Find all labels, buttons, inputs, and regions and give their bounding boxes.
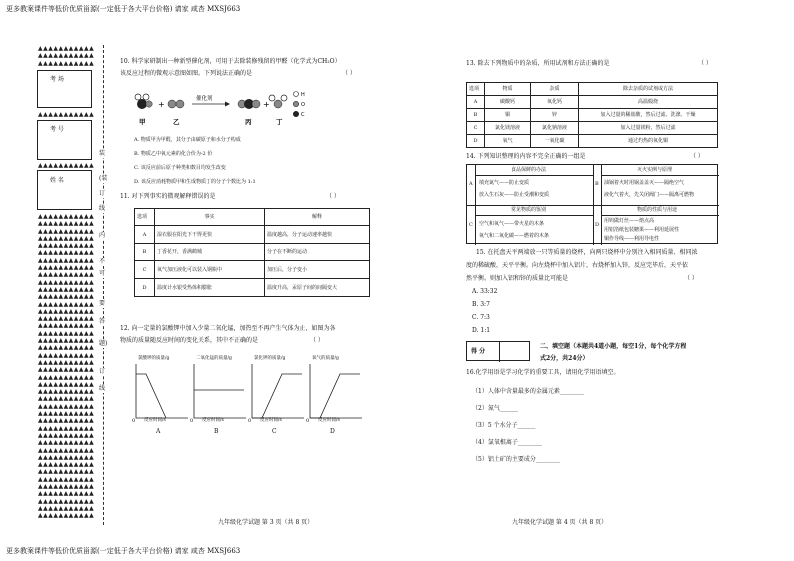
triangle-row: ▲▲▲▲▲▲▲▲▲▲▲ [38,498,95,505]
q14-d-title: 物质的性质与用途 [637,207,678,213]
binding-strip [0,0,110,561]
q10-option-d: D. 该反应消耗物质甲和生成物质丁的分子个数比为 1:1 [134,179,256,185]
q11-stem: 11. 对下列事实的微观解释错误的是 [120,193,216,200]
graph-xlabel: 反应时间/s [260,418,282,423]
svg-text:+: + [158,100,165,109]
q10-answer-paren[interactable]: （ ） [342,70,356,77]
q14-a-line-2: 放入生石灰——防止受潮和变质 [479,192,550,198]
name-field[interactable] [37,170,92,210]
triangle-row: ▲▲▲▲▲▲▲▲▲▲▲ [38,418,95,425]
q15-line-1: 15. 在托盘天平两端放一只等质量的烧杯，向两只烧杯中分别注入相同质量、相同浓 [476,249,698,256]
section-2-title-2: 式2分，共24分） [540,355,589,362]
q10-stem-2: 该反应过程的微观示意图如图。下列说法正确的是 [120,70,253,77]
triangle-row: ▲▲▲▲▲▲▲▲▲▲▲ [38,505,95,512]
binding-char: 题) [99,340,108,347]
q13-stem: 13. 除去下列物质中的杂质，所用试剂和方法正确的是 [466,60,610,67]
q12-answer-paren[interactable]: （ ） [310,337,324,344]
q13-row-d-method: 通过灼热的氧化铜 [579,135,718,148]
q12-graph-c [248,356,306,440]
molecule-ding [269,95,287,108]
q13-header-substance: 物质 [485,83,531,96]
header-text: 更多教案课件等低价优质甾源(一定低于各大平台价格) 请家 咸杏 MXSJ663 [6,5,241,13]
page-3-footer: 九年级化学试题 第 3 页（共 8 页） [218,519,314,526]
q14-letter-c: C [469,222,473,228]
graph-origin: 0 [248,418,252,424]
triangle-row: ▲▲▲▲▲▲▲▲▲▲▲ [38,294,95,301]
q14-b-line-2: 液化气着火，先关闭阀门——隔离可燃物 [604,192,695,198]
triangle-row: ▲▲▲▲▲▲▲▲▲▲▲ [38,432,95,439]
triangle-row: ▲▲▲▲▲▲▲▲▲▲▲ [38,279,95,286]
molecule-bing [238,99,260,109]
q11-row-c-fact: 氧气加压液化可以装入钢瓶中 [155,261,265,279]
svg-text:C: C [301,112,305,118]
q11-header-explain: 解释 [265,209,370,226]
triangle-row: ▲▲▲▲▲▲▲▲▲▲▲ [38,513,95,520]
q13-answer-paren[interactable]: （ ） [698,60,712,67]
q15-option-c: C. 7:3 [472,314,490,321]
q11-row-a-letter: A [135,226,155,244]
binding-char: 装 [99,150,106,157]
page-4-footer: 九年级化学试题 第 4 页（共 8 页） [512,519,608,526]
q11-row-b-fact: 丁香花开，香满鹤城 [155,244,265,261]
svg-text:丙: 丙 [245,118,252,126]
q12-graph-b [190,356,248,440]
footer-text: 更多教案课件等低价优质甾源(一定低于各大平台价格) 请家 咸杏 MXSJ663 [6,547,241,555]
q14-d-line-2: 铜作导线——利用导电性 [604,236,660,242]
q13-table [466,82,718,148]
triangle-row: ▲▲▲▲▲▲▲▲▲▲▲ [38,345,95,352]
reaction-diagram [130,86,320,130]
q13-header-option: 选项 [467,83,485,96]
triangle-row: ▲▲▲▲▲▲▲▲▲▲▲ [38,60,95,67]
q12-graphs [132,356,372,440]
q14-table [466,164,718,244]
graph-axes [194,364,246,418]
q13-row-a-method: 高温煅烧 [579,96,718,109]
triangle-row: ▲▲▲▲▲▲▲▲▲▲▲ [38,440,95,447]
graph-ylabel: 氧气的质量/g [312,356,339,361]
q15-line-2: 度的稀硫酸，天平平衡。向左烧杯中加入铝片，右烧杯加入锌，反应完毕后，天平依 [466,262,689,269]
triangle-row: ▲▲▲▲▲▲▲▲▲▲▲ [38,286,95,293]
graph-curve [252,374,302,418]
exam-number-field[interactable] [37,120,92,160]
q13-row-c-method: 加入过量镁粉，然后过滤 [579,122,718,135]
q14-a-title: 食品保鲜的办法 [511,167,547,173]
page-3 [120,0,380,561]
triangle-row: ▲▲▲▲▲▲▲▲▲▲▲ [38,46,95,52]
triangle-row: ▲▲▲▲▲▲▲▲▲▲▲ [38,411,95,417]
triangle-row: ▲▲▲▲▲▲▲▲▲▲▲ [38,323,95,330]
binding-char: 可 [99,270,106,277]
molecule-jia [135,94,152,109]
binding-char: 订 [99,190,106,197]
binding-char: 订 [99,368,106,375]
triangle-row: ▲▲▲▲▲▲▲▲▲▲▲ [38,491,95,498]
binding-line [103,45,104,525]
triangle-row: ▲▲▲▲▲▲▲▲▲▲▲ [38,425,95,432]
q12-stem-1: 12. 向一定量的氯酸钾中加入少量二氧化锰，加热至不再产生气体为止，如图为各 [120,325,336,332]
graph-ylabel: 二氧化锰的质量/g [196,356,232,361]
q13-row-b-method: 加入过量的稀盐酸，然后过滤、洗涤、干燥 [579,109,718,122]
triangle-row: ▲▲▲▲▲▲▲▲▲▲▲ [38,330,95,337]
graph-letter: C [272,428,277,435]
q13-row-a-impurity: 氧化钙 [531,96,579,109]
q14-letter-b: B [595,181,599,187]
triangle-row: ▲▲▲▲▲▲▲▲▲▲▲ [38,53,95,60]
q11-row-c-letter: C [135,261,155,279]
graph-curve [136,374,166,418]
q11-row-d-explain: 温度升高，汞原子间的间隔变大 [265,279,370,297]
q16-item-4[interactable]: （4）氯氧根离子________ [472,439,542,446]
q11-answer-paren[interactable]: （ ） [326,193,340,200]
exam-room-label: 考 场 [50,76,64,83]
binding-char: 不 [99,258,106,265]
graph-xlabel: 反应时间/s [144,418,166,423]
exam-number-label: 考 号 [50,126,64,133]
graph-ylabel: 氯酸钾的质量/g [138,356,170,361]
q13-row-a-substance: 碳酸钙 [485,96,531,109]
svg-text:甲: 甲 [139,118,146,126]
triangle-row: ▲▲▲▲▲▲▲▲▲▲▲ [38,235,95,242]
svg-text:H: H [301,92,305,98]
q13-header-method: 除去杂质的试剂或方法 [579,83,718,96]
q14-d-line-mid: 用铝箔纸包装糖果——利用延展性 [604,227,680,233]
binding-char: (装 [99,175,108,182]
triangle-row: ▲▲▲▲▲▲▲▲▲▲▲ [38,447,95,454]
q15-option-a: A. 33:32 [472,288,498,295]
q16-stem: 16.化学用语是学习化学的重要工具，请用化学用语填空。 [466,369,620,376]
triangle-row: ▲▲▲▲▲▲▲▲▲▲▲ [38,301,95,308]
q14-c-title: 常见物质的鉴别 [511,207,547,213]
binding-char: 内 [99,232,106,239]
graph-origin: 0 [190,418,194,424]
svg-text:+: + [263,100,270,109]
q12-stem-2: 物质的质量随反应时间的变化关系，其中不正确的是 [120,337,259,344]
graph-xlabel: 反应时间/s [318,418,340,423]
q13-row-c-letter: C [467,122,485,135]
q13-row-d-letter: D [467,135,485,148]
triangle-row: ▲▲▲▲▲▲▲▲▲▲▲ [38,272,95,279]
triangle-row: ▲▲▲▲▲▲▲▲▲▲▲ [38,265,95,271]
graph-axes [252,364,304,418]
triangle-row: ▲▲▲▲▲▲▲▲▲▲▲ [38,396,95,403]
q14-a-line-1: 填充氮气——防止变质 [479,180,530,186]
triangle-row: ▲▲▲▲▲▲▲▲▲▲▲ [38,243,95,250]
q14-b-title: 灭火实例与原理 [637,167,673,173]
triangle-row: ▲▲▲▲▲▲▲▲▲▲▲ [38,389,95,396]
name-label: 姓 名 [50,177,64,184]
legend [293,92,305,119]
binding-char: 答 [99,318,106,325]
q13-row-b-letter: B [467,109,485,122]
q11-header-fact: 事实 [155,209,265,226]
q11-row-d-letter: D [135,279,155,297]
q10-stem-1: 10. 科学家研制出一种新型催化剂，可用于去除装修残留的甲醛（化学式为CH₂O） [120,58,341,65]
q10-option-a: A. 物质甲为甲醛，其分子由碳原子和水分子构成 [134,137,241,143]
triangle-row: ▲▲▲▲▲▲▲▲▲▲▲ [38,257,95,264]
triangle-row: ▲▲▲▲▲▲▲▲▲▲▲ [38,476,95,483]
triangle-row: ▲▲▲▲▲▲▲▲▲▲▲ [38,162,95,169]
svg-text:乙: 乙 [173,118,180,126]
q14-letter-d: D [595,222,600,228]
q16-item-5[interactable]: （5）铝土矿的主要成分________ [472,456,560,463]
graph-xlabel: 反应时间/s [202,418,224,423]
q13-header-impurity: 杂质 [531,83,579,96]
q11-table [134,208,370,297]
triangle-row: ▲▲▲▲▲▲▲▲▲▲▲ [38,374,95,381]
q13-row-b-impurity: 锌 [531,109,579,122]
triangle-row: ▲▲▲▲▲▲▲▲▲▲▲ [38,381,95,388]
svg-text:O: O [301,102,305,108]
q16-item-2[interactable]: （2）氮气______ [472,405,518,412]
binding-char: 线 [99,385,106,392]
graph-curve [310,374,360,418]
triangle-row: ▲▲▲▲▲▲▲▲▲▲▲ [38,454,95,461]
triangle-row: ▲▲▲▲▲▲▲▲▲▲▲ [38,338,95,344]
graph-ylabel: 氯化钾的质量/g [254,356,286,361]
q12-graph-d [306,356,364,440]
triangle-row: ▲▲▲▲▲▲▲▲▲▲▲ [38,213,95,220]
q15-option-b: B. 3:7 [472,301,490,308]
q16-item-1[interactable]: （1）人体中含量最多的金属元素________ [472,388,584,395]
q13-row-c-impurity: 氯化钠溶液 [531,122,579,135]
triangle-row: ▲▲▲▲▲▲▲▲▲▲▲ [38,316,95,323]
graph-letter: A [156,428,161,435]
triangle-row: ▲▲▲▲▲▲▲▲▲▲▲ [38,359,95,366]
triangle-row: ▲▲▲▲▲▲▲▲▲▲▲ [38,469,95,476]
q14-stem: 14. 下列知识整理的内容不完全正确的一组是 [466,153,586,160]
page-4 [466,0,786,561]
triangle-row: ▲▲▲▲▲▲▲▲▲▲▲ [38,484,95,490]
q13-row-b-substance: 铜 [485,109,531,122]
triangle-row: ▲▲▲▲▲▲▲▲▲▲▲ [38,228,95,235]
q15-option-d: D. 1:1 [472,327,491,334]
q10-option-c: C. 该反应前后原子种类和数目均发生改变 [134,165,226,171]
q10-option-b: B. 物质乙中氧元素的化合价为-2 价 [134,151,213,157]
q14-c-line-1: 空气和氧气——带火星的木条 [479,221,545,227]
q13-row-a-letter: A [467,96,485,109]
triangle-row: ▲▲▲▲▲▲▲▲▲▲▲ [38,308,95,315]
q11-row-a-fact: 湿衣服在阳光下干得更快 [155,226,265,244]
q11-row-c-explain: 加压后，分子变小 [265,261,370,279]
q14-b-line-1: 油锅着火时用锅盖盖灭——隔绝空气 [604,180,685,186]
q11-row-d-fact: 温度计水银受热体积膨胀 [155,279,265,297]
q14-c-line-2: 氧气和二氧化碳——燃着的木条 [479,233,550,239]
score-label: 得 分 [471,348,486,355]
q11-row-a-explain: 温度越高，分子运动速率越快 [265,226,370,244]
q15-answer-paren[interactable]: （ ） [684,275,698,282]
q15-line-3: 然平衡。则加入铝和锌的质量比可能是 [466,275,569,282]
triangle-row: ▲▲▲▲▲▲▲▲▲▲▲ [38,250,95,257]
q12-graph-a [132,356,190,440]
q14-answer-paren[interactable]: （ ） [690,153,704,160]
graph-letter: D [330,428,335,435]
q16-item-3[interactable]: （3）5 个水分子______ [472,422,536,429]
exam-room-field[interactable] [37,70,92,108]
triangle-row: ▲▲▲▲▲▲▲▲▲▲▲ [38,221,95,228]
q11-row-b-explain: 分子在不断的运动 [265,244,370,261]
binding-char: 线 [99,205,106,212]
graph-origin: 0 [306,418,310,424]
q13-row-d-substance: 氧气 [485,135,531,148]
catalyst-label: 催化剂 [196,96,213,102]
q14-d-line-1: 用钨做灯丝——熔点高 [604,218,655,224]
graph-origin: 0 [132,418,136,424]
graph-axes [310,364,362,418]
q13-row-d-impurity: 一氧化碳 [531,135,579,148]
score-box[interactable] [466,341,530,361]
binding-char: 要 [99,300,106,307]
triangle-row: ▲▲▲▲▲▲▲▲▲▲▲ [38,367,95,374]
triangle-row: ▲▲▲▲▲▲▲▲▲▲▲ [38,111,95,118]
triangle-row: ▲▲▲▲▲▲▲▲▲▲▲ [38,462,95,469]
molecule-yi [168,100,184,108]
triangle-row: ▲▲▲▲▲▲▲▲▲▲▲ [38,403,95,410]
svg-text:丁: 丁 [276,118,283,126]
section-2-title-1: 二、填空题（本题共4道小题，每空1分，每个化学方程 [540,343,687,350]
graph-letter: B [214,428,219,435]
q11-row-b-letter: B [135,244,155,261]
q13-row-c-substance: 氯化镁溶液 [485,122,531,135]
q14-letter-a: A [469,181,473,187]
q11-header-option: 选项 [135,209,155,226]
triangle-row: ▲▲▲▲▲▲▲▲▲▲▲ [38,352,95,359]
